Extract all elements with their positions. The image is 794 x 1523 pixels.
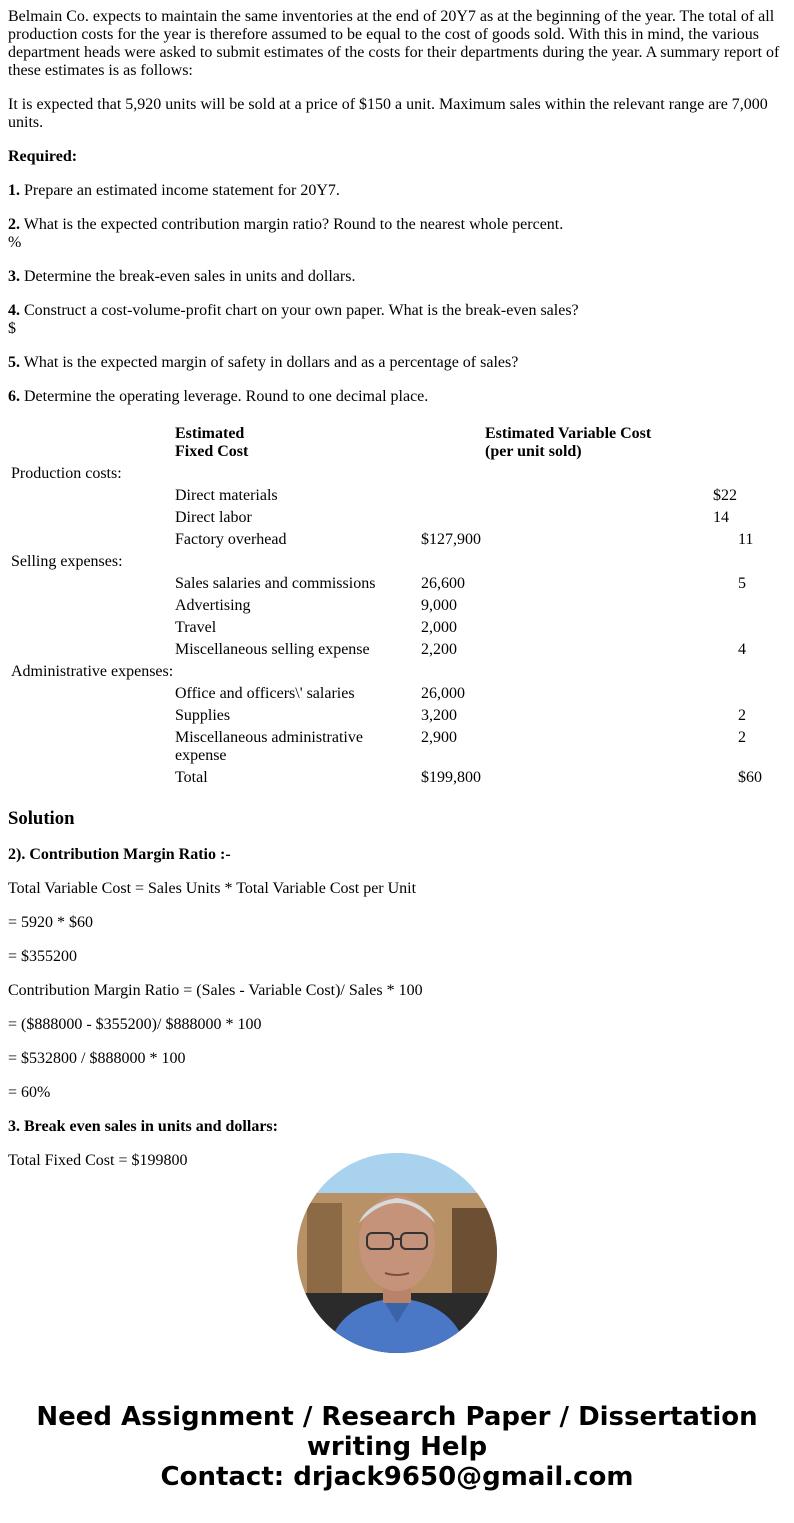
section-label: Selling expenses: — [11, 553, 123, 570]
promo-line-2: writing Help — [306, 1432, 488, 1462]
variable-cost-header: Estimated Variable Cost (per unit sold) — [485, 425, 652, 460]
fixed-cost-value: $127,900 — [421, 531, 481, 548]
answer-unit: $ — [8, 320, 16, 337]
calculation-line: = 60% — [8, 1084, 51, 1101]
solution-heading: Solution — [8, 808, 75, 829]
calculation-line: = $355200 — [8, 948, 78, 965]
promo-line-1: Need Assignment / Research Paper / Dissertation — [36, 1402, 758, 1432]
cost-item: Total — [175, 769, 208, 786]
fixed-cost-value: 3,200 — [421, 707, 457, 724]
fixed-cost-value: 26,000 — [421, 685, 465, 702]
calculation-line: Total Variable Cost = Sales Units * Total Variable Cost per Unit — [8, 880, 417, 897]
fixed-cost-value: 2,200 — [421, 641, 457, 658]
calculation-line: Contribution Margin Ratio = (Sales - Variable Cost)/ Sales * 100 — [8, 982, 423, 999]
calculation-line: = ($888000 - $355200)/ $888000 * 100 — [8, 1016, 262, 1033]
fixed-cost-value: $199,800 — [421, 769, 481, 786]
table-row — [10, 530, 763, 550]
table-row — [10, 486, 763, 506]
variable-cost-value — [712, 618, 763, 638]
fixed-cost-value: 2,900 — [421, 729, 457, 746]
question-item: 3. Determine the break-even sales in units and dollars. — [8, 268, 356, 285]
cm-heading: 2). Contribution Margin Ratio :- — [8, 846, 231, 863]
calculation-line: = 5920 * $60 — [8, 914, 94, 931]
variable-cost-value: 5 — [738, 575, 746, 592]
table-header-row — [10, 424, 763, 462]
section-label: Administrative expenses: — [11, 663, 174, 680]
required-label: Required: — [8, 148, 78, 165]
cost-item: Supplies — [175, 707, 231, 724]
cost-item: Factory overhead — [175, 531, 287, 548]
section-label: Production costs: — [11, 465, 122, 482]
cost-item: Miscellaneous administrative expense — [175, 729, 363, 764]
cost-item: Office and officers\' salaries — [175, 685, 355, 702]
person-photo — [297, 1153, 497, 1353]
fixed-cost-value — [420, 508, 482, 528]
promo-footer — [0, 1402, 794, 1492]
question-item: 1. Prepare an estimated income statement for 20Y7. — [8, 182, 340, 199]
variable-cost-value: 2 — [738, 707, 746, 724]
be-heading: 3. Break even sales in units and dollars: — [8, 1118, 278, 1135]
table-row — [10, 508, 763, 528]
variable-cost-value: 14 — [713, 509, 729, 526]
table-row — [10, 684, 763, 704]
calculation-line: = $532800 / $888000 * 100 — [8, 1050, 186, 1067]
fixed-cost-value — [420, 486, 482, 506]
question-list — [8, 182, 786, 406]
avatar — [297, 1153, 497, 1353]
question-item: 2. What is the expected contribution margin ratio? Round to the nearest whole percent. % — [8, 216, 564, 251]
cost-item: Direct materials — [175, 487, 278, 504]
variable-cost-value: $60 — [738, 769, 762, 786]
variable-cost-value: $22 — [713, 487, 737, 504]
section-row — [10, 464, 763, 484]
fixed-cost-value: 9,000 — [421, 597, 457, 614]
table-row — [10, 706, 763, 726]
table-row — [10, 574, 763, 594]
cost-item: Miscellaneous selling expense — [175, 641, 370, 658]
section-row — [10, 552, 763, 572]
cost-estimate-table — [8, 422, 765, 790]
answer-unit: % — [8, 234, 22, 251]
section-row — [10, 662, 763, 682]
variable-cost-value: 4 — [738, 641, 746, 658]
question-item: 4. Construct a cost-volume-profit chart on your own paper. What is the break-even sales? $ — [8, 302, 579, 337]
variable-cost-value: 11 — [738, 531, 754, 548]
cost-item: Advertising — [175, 597, 251, 614]
fixed-cost-value: 26,600 — [421, 575, 465, 592]
question-item: 5. What is the expected margin of safety in dollars and as a percentage of sales? — [8, 354, 519, 371]
cost-item: Sales salaries and commissions — [175, 575, 376, 592]
cost-item: Direct labor — [175, 509, 252, 526]
variable-cost-value: 2 — [738, 729, 746, 746]
cost-item: Travel — [175, 619, 217, 636]
intro-paragraph: Belmain Co. expects to maintain the same inventories at the end of 20Y7 as at the beginning of the year. The total of all production costs for the year is therefore assumed to be equal to the cost of goods sold. With this in mind, the various department heads were asked to submit estimates of the costs for their departments during the year. A summary report of these estimates is as follows: — [8, 8, 780, 79]
promo-contact: Contact: drjack9650@gmail.com — [160, 1462, 634, 1492]
cm-calculation — [8, 880, 786, 1102]
fixed-cost-value: 2,000 — [421, 619, 457, 636]
question-item: 6. Determine the operating leverage. Round to one decimal place. — [8, 388, 429, 405]
variable-cost-value — [712, 684, 763, 704]
fixed-cost-header: Estimated Fixed Cost — [175, 425, 249, 460]
table-row — [10, 768, 763, 788]
sales-paragraph: It is expected that 5,920 units will be sold at a price of $150 a unit. Maximum sales within the relevant range are 7,000 units. — [8, 96, 768, 131]
variable-cost-value — [712, 596, 763, 616]
calculation-line: Total Fixed Cost = $199800 — [8, 1152, 188, 1169]
table-row — [10, 728, 763, 766]
table-row — [10, 618, 763, 638]
table-row — [10, 640, 763, 660]
table-row — [10, 596, 763, 616]
